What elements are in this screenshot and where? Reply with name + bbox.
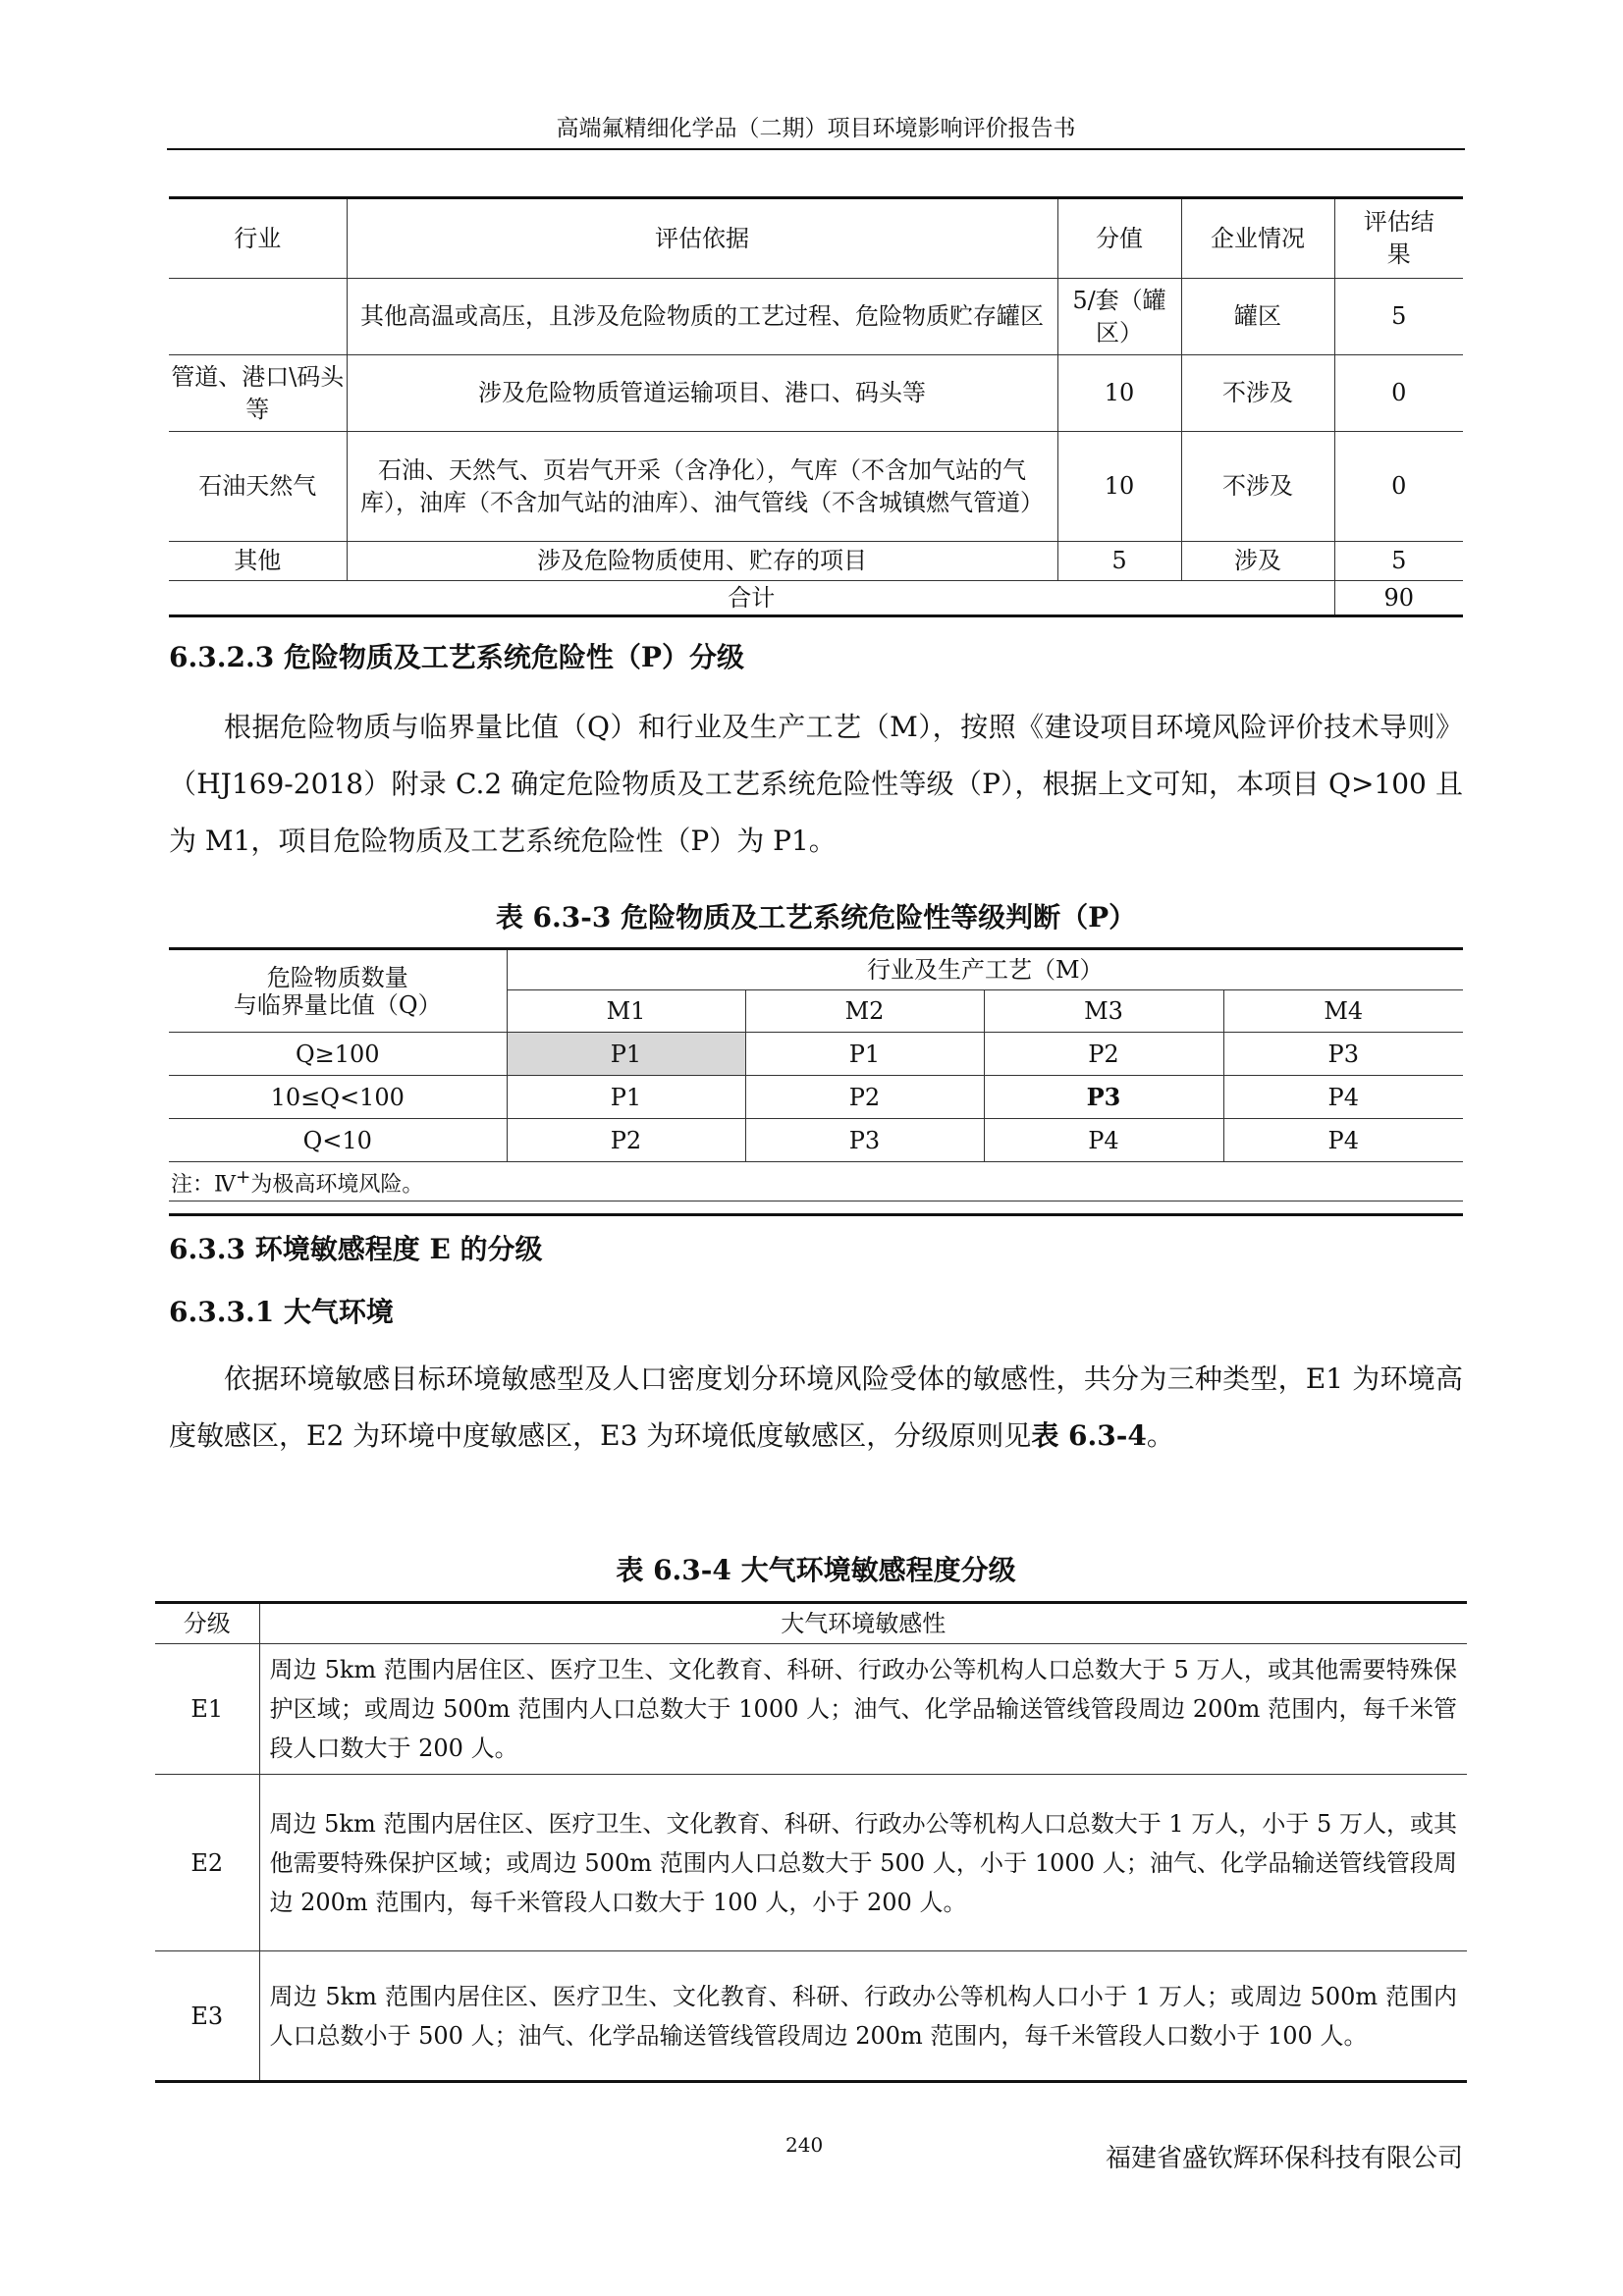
table-row — [169, 1033, 1463, 1076]
total-label: 合计 — [169, 581, 1334, 616]
table-row — [169, 432, 1463, 542]
table-cell: 0 — [1334, 432, 1463, 542]
table-header-row — [155, 1603, 1467, 1644]
table-cell: P2 — [507, 1119, 745, 1162]
header-cell: M3 — [984, 990, 1223, 1033]
table-header-row — [169, 198, 1463, 279]
header-cell: M1 — [507, 990, 745, 1033]
hazard-level-table — [169, 947, 1463, 1201]
q-header-cell — [169, 949, 507, 1033]
table-cell: P2 — [984, 1033, 1223, 1076]
table-cell: 10 — [1057, 432, 1181, 542]
description-cell: 周边 5km 范围内居住区、医疗卫生、文化教育、科研、行政办公等机构人口小于 1 万人；或周边 500m 范围内人口总数小于 500 人；油气、化学品输送管线管段周边 200m 范围内，每千米管段人口数小于 100 人。 — [259, 1951, 1467, 2082]
industry-assessment-table — [169, 196, 1463, 617]
table-cell: P4 — [1223, 1076, 1463, 1119]
q-header-line: 与临界量比值（Q） — [233, 990, 442, 1019]
total-value: 90 — [1334, 581, 1463, 616]
paragraph-text: 依据环境敏感目标环境敏感型及人口密度划分环境风险受体的敏感性，共分为三种类型，E1 为环境高度敏感区，E2 为环境中度敏感区，E3 为环境低度敏感区，分级原则见 — [169, 1362, 1463, 1452]
table-cell: P4 — [1223, 1119, 1463, 1162]
grade-cell: E3 — [155, 1951, 259, 2082]
header-cell: M2 — [745, 990, 984, 1033]
header-cell: 大气环境敏感性 — [259, 1603, 1467, 1644]
table-cell: 10 — [1057, 355, 1181, 432]
table-cell: 涉及危险物质使用、贮存的项目 — [347, 542, 1057, 581]
table-cell: 其他 — [169, 542, 347, 581]
header-cell: 行业 — [169, 198, 347, 279]
header-cell: 评估依据 — [347, 198, 1057, 279]
table-total-row — [169, 581, 1463, 616]
table-row — [169, 1076, 1463, 1119]
page-header: 高端氟精细化学品（二期）项目环境影响评价报告书 — [556, 116, 1076, 141]
subsection-heading: 6.3.3.1 大气环境 — [169, 1296, 394, 1328]
header-cell: 评估结果 — [1334, 198, 1463, 279]
table-cell: 5/套（罐区） — [1057, 279, 1181, 355]
body-paragraph: 根据危险物质与临界量比值（Q）和行业及生产工艺（M），按照《建设项目环境风险评价技术导则》（HJ169-2018）附录 C.2 确定危险物质及工艺系统危险性等级（P），根据上文可知，本项目 Q>100 且为 M1，项目危险物质及工艺系统危险性（P）为 P1。 — [169, 711, 1463, 857]
note-superscript: + — [235, 1166, 251, 1188]
table-note — [169, 1162, 1463, 1201]
table-cell: 不涉及 — [1181, 355, 1334, 432]
table-cell: 涉及 — [1181, 542, 1334, 581]
table-cell: 罐区 — [1181, 279, 1334, 355]
table-cell: 管道、港口\码头等 — [169, 355, 347, 432]
table-reference: 表 6.3-4 — [1031, 1419, 1147, 1452]
table-cell: Q≥100 — [169, 1033, 507, 1076]
table-cell: P3 — [984, 1076, 1223, 1119]
table-cell: 石油天然气 — [169, 432, 347, 542]
section-heading: 6.3.3 环境敏感程度 E 的分级 — [169, 1233, 543, 1265]
header-cell: M4 — [1223, 990, 1463, 1033]
table-cell: 其他高温或高压，且涉及危险物质的工艺过程、危险物质贮存罐区 — [347, 279, 1057, 355]
table-row — [155, 1644, 1467, 1775]
description-cell: 周边 5km 范围内居住区、医疗卫生、文化教育、科研、行政办公等机构人口总数大于 1 万人，小于 5 万人，或其他需要特殊保护区域；或周边 500m 范围内人口总数大于 500 人，小于 1000 人；油气、化学品输送管线管段周边 200m 范围内，每千米管段人口数大于 100 人，小于 200 人。 — [259, 1775, 1467, 1951]
table-caption: 表 6.3-4 大气环境敏感程度分级 — [616, 1554, 1016, 1586]
table-row — [169, 279, 1463, 355]
table-note-row — [169, 1162, 1463, 1201]
air-sensitivity-table — [155, 1601, 1467, 2083]
paragraph-text: 。 — [1146, 1419, 1174, 1452]
page-number: 240 — [785, 2133, 824, 2157]
table-row — [169, 355, 1463, 432]
company-name: 福建省盛钦辉环保科技有限公司 — [1105, 2144, 1463, 2173]
header-cell: 企业情况 — [1181, 198, 1334, 279]
highlighted-cell: P1 — [507, 1033, 745, 1076]
table-cell: P3 — [745, 1119, 984, 1162]
table-cell: P1 — [507, 1076, 745, 1119]
header-rule — [167, 148, 1465, 150]
table-row — [169, 1119, 1463, 1162]
table-row — [155, 1951, 1467, 2082]
grade-cell: E1 — [155, 1644, 259, 1775]
note-text: 注：Ⅳ — [171, 1172, 236, 1198]
table-cell: P1 — [745, 1033, 984, 1076]
table-cell: P4 — [984, 1119, 1223, 1162]
table-cell: 涉及危险物质管道运输项目、港口、码头等 — [347, 355, 1057, 432]
m-header-cell: 行业及生产工艺（M） — [507, 949, 1463, 990]
table-cell: 5 — [1057, 542, 1181, 581]
section-heading: 6.3.2.3 危险物质及工艺系统危险性（P）分级 — [169, 641, 744, 673]
grade-cell: E2 — [155, 1775, 259, 1951]
note-text: 为极高环境风险。 — [250, 1172, 424, 1198]
table-cell: Q<10 — [169, 1119, 507, 1162]
q-header-line: 危险物质数量 — [266, 963, 408, 991]
table-cell: 不涉及 — [1181, 432, 1334, 542]
table-cell: 0 — [1334, 355, 1463, 432]
body-paragraph — [169, 1351, 1463, 1465]
table-header-row — [169, 949, 1463, 990]
table-row — [155, 1775, 1467, 1951]
table-cell: 5 — [1334, 279, 1463, 355]
table-cell — [169, 279, 347, 355]
table-cell: 5 — [1334, 542, 1463, 581]
header-cell: 分级 — [155, 1603, 259, 1644]
table-cell: 石油、天然气、页岩气开采（含净化），气库（不含加气站的气库），油库（不含加气站的油库）、油气管线（不含城镇燃气管道） — [347, 432, 1057, 542]
table-row — [169, 542, 1463, 581]
table-bottom-rule — [169, 1213, 1463, 1216]
table-cell: P3 — [1223, 1033, 1463, 1076]
description-cell: 周边 5km 范围内居住区、医疗卫生、文化教育、科研、行政办公等机构人口总数大于 5 万人，或其他需要特殊保护区域；或周边 500m 范围内人口总数大于 1000 人；油气、化学品输送管线管段周边 200m 范围内，每千米管段人口数大于 200 人。 — [259, 1644, 1467, 1775]
header-cell: 分值 — [1057, 198, 1181, 279]
table-cell: 10≤Q<100 — [169, 1076, 507, 1119]
table-cell: P2 — [745, 1076, 984, 1119]
table-caption: 表 6.3-3 危险物质及工艺系统危险性等级判断（P） — [495, 901, 1137, 934]
